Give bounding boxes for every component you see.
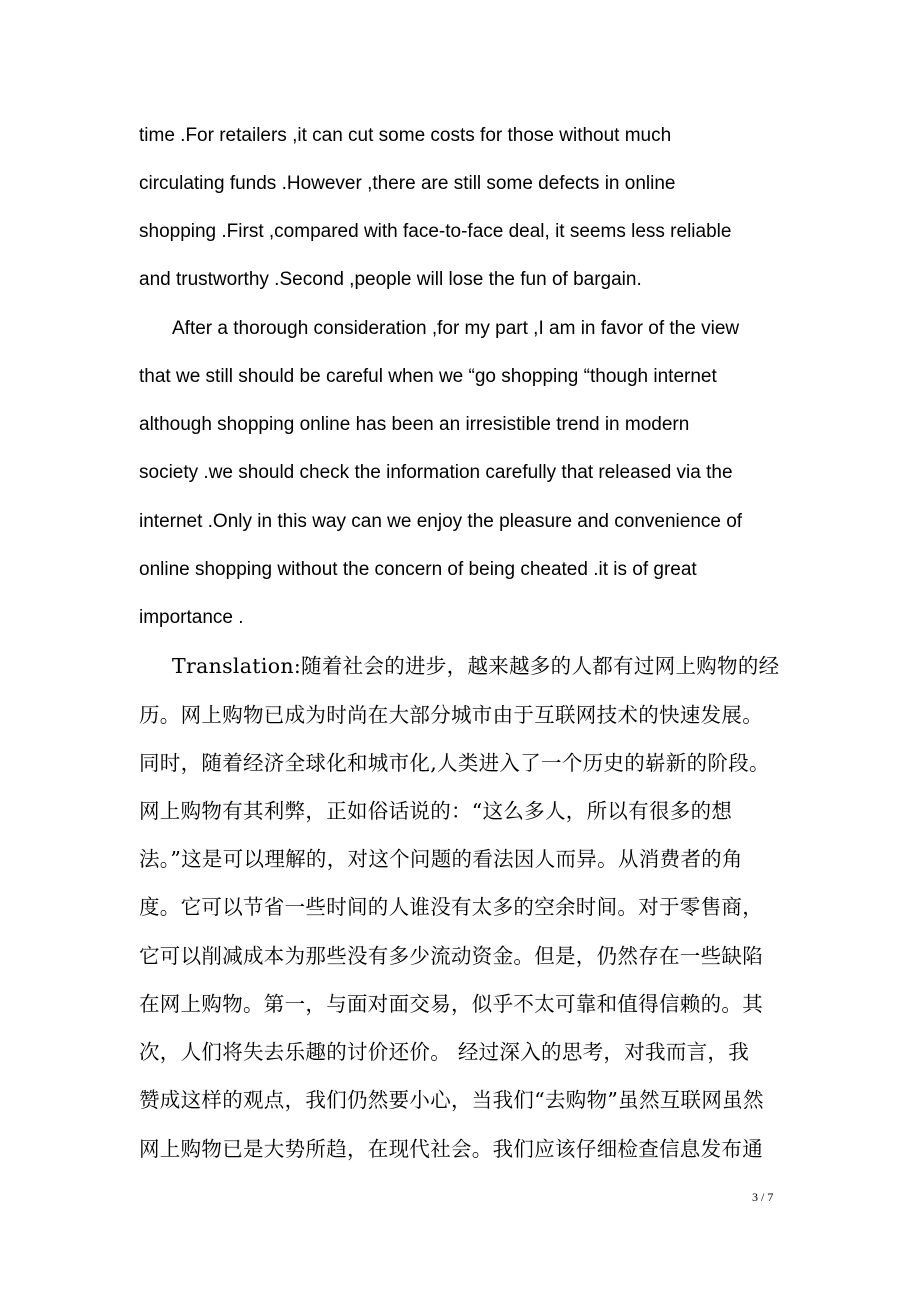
translation-line: 法。”这是可以理解的，对这个问题的看法因人而异。从消费者的角 [139, 847, 743, 871]
text-line: shopping .First ,compared with face-to-face deal, it seems less reliable [139, 221, 732, 242]
translation-line: 网上购物已是大势所趋，在现代社会。我们应该仔细检查信息发布通 [139, 1137, 763, 1161]
text-line: online shopping without the concern of being cheated .it is of great [139, 559, 697, 580]
translation-line: Translation:随着社会的进步，越来越多的人都有过网上购物的经 [172, 654, 780, 678]
translation-line: 赞成这样的观点，我们仍然要小心，当我们“去购物”虽然互联网虽然 [139, 1088, 764, 1112]
translation-line: 网上购物有其利弊，正如俗话说的：“这么多人，所以有很多的想 [139, 799, 733, 823]
translation-line: 度。它可以节省一些时间的人谁没有太多的空余时间。对于零售商， [139, 895, 763, 919]
translation-line: 历。网上购物已成为时尚在大部分城市由于互联网技术的快速发展。 [139, 703, 763, 727]
text-line: although shopping online has been an irresistible trend in modern [139, 414, 690, 435]
text-line: that we still should be careful when we “go shopping “though internet [139, 366, 717, 387]
text-line: and trustworthy .Second ,people will lose the fun of bargain. [139, 269, 642, 290]
translation-line: 同时，随着经济全球化和城市化,人类进入了一个历史的崭新的阶段。 [139, 751, 770, 775]
translation-line: 在网上购物。第一，与面对面交易，似乎不太可靠和值得信赖的。其 [139, 992, 763, 1016]
text-line: internet .Only in this way can we enjoy the pleasure and convenience of [139, 511, 743, 532]
translation-line: 次，人们将失去乐趣的讨价还价。 经过深入的思考，对我而言，我 [139, 1040, 750, 1064]
page-number: 3 / 7 [752, 1190, 774, 1204]
text-line: time .For retailers ,it can cut some costs for those without much [139, 125, 672, 146]
text-line: circulating funds .However ,there are still some defects in online [139, 173, 676, 194]
text-line: After a thorough consideration ,for my part ,I am in favor of the view [172, 318, 740, 339]
text-line: society .we should check the information carefully that released via the [139, 462, 733, 483]
text-line: importance . [139, 607, 244, 628]
translation-line: 它可以削减成本为那些没有多少流动资金。但是，仍然存在一些缺陷 [139, 944, 763, 968]
